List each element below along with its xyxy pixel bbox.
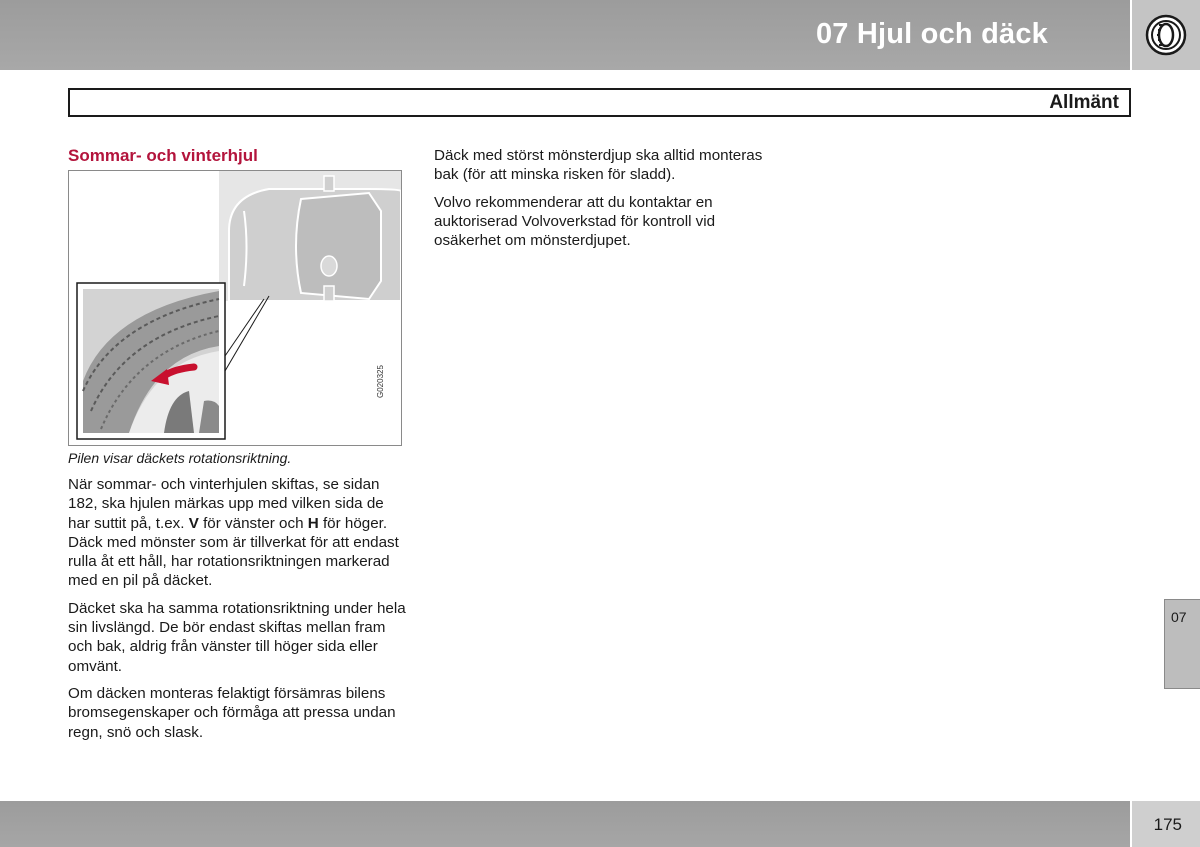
side-tab-label: 07 [1171,609,1187,625]
tire-icon [1145,14,1187,56]
bold-letter-v: V [188,514,199,532]
paragraph-wheel-marking [68,475,408,591]
chapter-icon-box [1132,0,1200,70]
paragraph-text: för höger. Däck med mönster som är tillverkat för att endast rulla åt ett håll, har rotationsriktningen markerad med en pil på däcket. [68,514,399,590]
chapter-side-tab[interactable] [1164,599,1200,689]
header-bar [0,0,1130,70]
chapter-title: 07 Hjul och däck [815,18,1048,50]
left-column-text [68,475,408,750]
subheading-summer-winter-wheels: Sommar- och vinterhjul [68,146,258,165]
paragraph-incorrect-mounting: Om däcken monteras felaktigt försämras bilens bromsegenskaper och förmåga att pressa undan regn, snö och slask. [68,684,396,741]
paragraph-text: för vänster och [198,514,308,532]
page-number-box [1132,801,1200,847]
paragraph-rotation-direction: Däcket ska ha samma rotationsriktning under hela sin livslängd. De bör endast skiftas mellan fram och bak, aldrig från vänster till höger sida eller omvänt. [68,599,406,675]
footer-bar [0,801,1130,847]
figure-code: G020325 [376,365,385,398]
tire-rotation-figure [68,170,402,446]
figure-caption: Pilen visar däckets rotationsriktning. [68,450,292,466]
bold-letter-h: H [307,514,319,532]
page-number: 175 [1153,815,1182,834]
paragraph-text: När sommar- och vinterhjulen skiftas, se sidan 182, ska hjulen märkas upp med vilken sida de har suttit på, t.ex. [68,476,384,532]
tire-rotation-illustration [69,171,401,445]
paragraph-volvo-recommendation: Volvo rekommenderar att du kontaktar en auktoriserad Volvoverkstad för kontroll vid osäkerhet om mönsterdjupet. [434,193,716,250]
right-column-text [434,146,764,258]
section-title: Allmänt [1049,92,1119,113]
section-header-box [68,88,1131,117]
paragraph-tread-depth: Däck med störst mönsterdjup ska alltid monteras bak (för att minska risken för sladd). [434,147,763,184]
